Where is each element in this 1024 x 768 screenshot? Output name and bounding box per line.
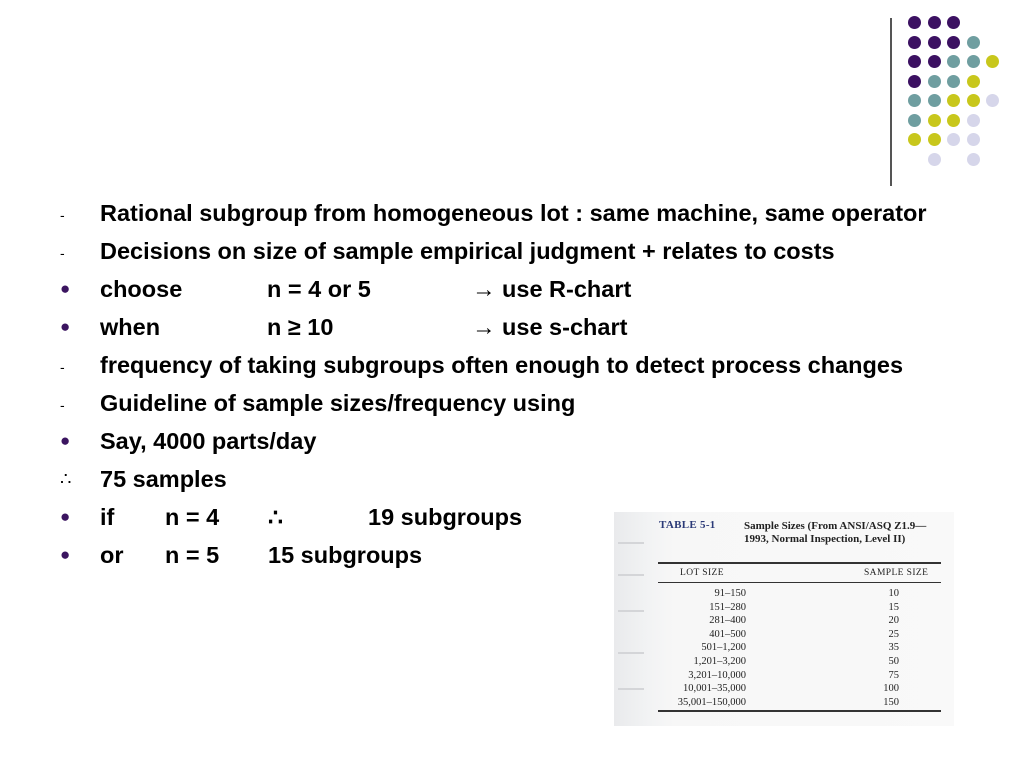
bullet-text: Decisions on size of sample empirical judgment + relates to costs (100, 238, 835, 264)
bullet-marker: ● (60, 317, 71, 336)
decorative-dot (967, 75, 980, 88)
column-header-sample-size: SAMPLE SIZE (864, 568, 929, 578)
table-row (658, 615, 941, 626)
decorative-dot (967, 36, 980, 49)
bullet-text: ∴ (268, 504, 283, 530)
table-row (658, 656, 941, 667)
bullet-text: n = 4 (165, 504, 220, 530)
decorative-dot (928, 55, 941, 68)
divider-line (890, 18, 892, 186)
sample-size-cell: 20 (888, 615, 899, 627)
decorative-dot (928, 36, 941, 49)
scan-artifact (618, 542, 644, 544)
decorative-dot (928, 16, 941, 29)
table-row (658, 697, 941, 708)
decorative-dot (967, 114, 980, 127)
decorative-dot (967, 94, 980, 107)
table-row (658, 642, 941, 653)
bullet-text: 19 subgroups (368, 504, 523, 530)
decorative-dot (908, 75, 921, 88)
decorative-dot (908, 16, 921, 29)
bullet-marker: - (60, 207, 65, 223)
bullet-item (60, 198, 970, 228)
table-header-rule (658, 582, 941, 583)
bullet-item (60, 426, 970, 456)
table-top-rule (658, 562, 941, 564)
bullet-marker: ● (60, 507, 71, 526)
bullet-text: 15 subgroups (268, 542, 423, 568)
decorative-dot (908, 114, 921, 127)
decorative-dot (967, 133, 980, 146)
bullet-item (60, 388, 970, 418)
lot-size-cell: 501–1,200 (701, 642, 746, 654)
bullet-text: Guideline of sample sizes/frequency using (100, 390, 576, 416)
bullet-marker: ∴ (60, 469, 72, 489)
table-row (658, 602, 941, 613)
decorative-dot (967, 153, 980, 166)
sample-size-cell: 150 (883, 696, 899, 708)
sample-size-cell: 35 (888, 642, 899, 654)
bullet-text: → use R-chart (472, 276, 632, 302)
decorative-dot (986, 55, 999, 68)
decorative-dot (947, 75, 960, 88)
table-5-1-image (614, 512, 954, 726)
bullet-marker: - (60, 359, 65, 375)
lot-size-cell: 91–150 (714, 588, 746, 599)
bullet-item (60, 464, 970, 494)
lot-size-cell: 35,001–150,000 (677, 696, 746, 708)
decorative-dot (908, 55, 921, 68)
decorative-dot (908, 94, 921, 107)
bullet-marker: ● (60, 431, 71, 450)
bullet-text: or (100, 542, 124, 568)
scan-artifact (618, 574, 644, 576)
bullet-item (60, 350, 970, 380)
sample-size-cell: 15 (888, 601, 899, 613)
bullet-text: n = 4 or 5 (267, 276, 371, 302)
decorative-dot (947, 133, 960, 146)
table-row (658, 683, 941, 694)
decorative-dot (947, 36, 960, 49)
decorative-dot (928, 114, 941, 127)
lot-size-cell: 1,201–3,200 (693, 656, 746, 667)
decorative-dot (928, 75, 941, 88)
sample-size-cell: 25 (888, 628, 899, 640)
bullet-text: when (100, 314, 161, 340)
decorative-dot (947, 114, 960, 127)
bullet-text: frequency of taking subgroups often enough to detect process changes (100, 352, 904, 378)
decorative-dot (928, 153, 941, 166)
table-row (658, 670, 941, 681)
bullet-marker: ● (60, 279, 71, 298)
lot-size-cell: 151–280 (709, 601, 746, 613)
lot-size-cell: 401–500 (709, 628, 746, 640)
scan-artifact (618, 610, 644, 612)
column-header-lot-size: LOT SIZE (680, 568, 724, 578)
decorative-dot (908, 133, 921, 146)
sample-size-cell: 100 (883, 683, 899, 695)
bullet-item (60, 312, 970, 342)
bullet-text: → use s-chart (472, 314, 628, 340)
decorative-dot (986, 94, 999, 107)
bullet-text: Say, 4000 parts/day (100, 428, 317, 454)
decorative-dot (947, 94, 960, 107)
decorative-dot-grid (908, 16, 996, 166)
table-label: TABLE 5-1 (659, 519, 716, 531)
bullet-item (60, 236, 970, 266)
bullet-marker: - (60, 397, 65, 413)
table-row (658, 629, 941, 640)
sample-size-cell: 50 (888, 656, 899, 667)
table-bottom-rule (658, 710, 941, 712)
sample-size-cell: 75 (888, 669, 899, 681)
bullet-text: Rational subgroup from homogeneous lot : same machine, same operator (100, 200, 927, 226)
decorative-dot (947, 16, 960, 29)
lot-size-cell: 3,201–10,000 (688, 669, 746, 681)
bullet-text: n ≥ 10 (267, 314, 334, 340)
decorative-dot (947, 55, 960, 68)
bullet-marker: - (60, 245, 65, 261)
table-title: Sample Sizes (From ANSI/ASQ Z1.9—1993, Normal Inspection, Level II) (744, 520, 927, 545)
scan-artifact (618, 652, 644, 654)
decorative-dot (967, 55, 980, 68)
decorative-dot (908, 36, 921, 49)
sample-size-cell: 10 (888, 588, 899, 599)
bullet-marker: ● (60, 545, 71, 564)
bullet-text: 75 samples (100, 466, 227, 492)
lot-size-cell: 10,001–35,000 (683, 683, 746, 695)
scan-artifact (618, 688, 644, 690)
bullet-text: n = 5 (165, 542, 220, 568)
table-row (658, 588, 941, 599)
bullet-item (60, 274, 970, 304)
decorative-dot (928, 133, 941, 146)
decorative-dot (928, 94, 941, 107)
bullet-text: if (100, 504, 115, 530)
bullet-text: choose (100, 276, 183, 302)
lot-size-cell: 281–400 (709, 615, 746, 627)
